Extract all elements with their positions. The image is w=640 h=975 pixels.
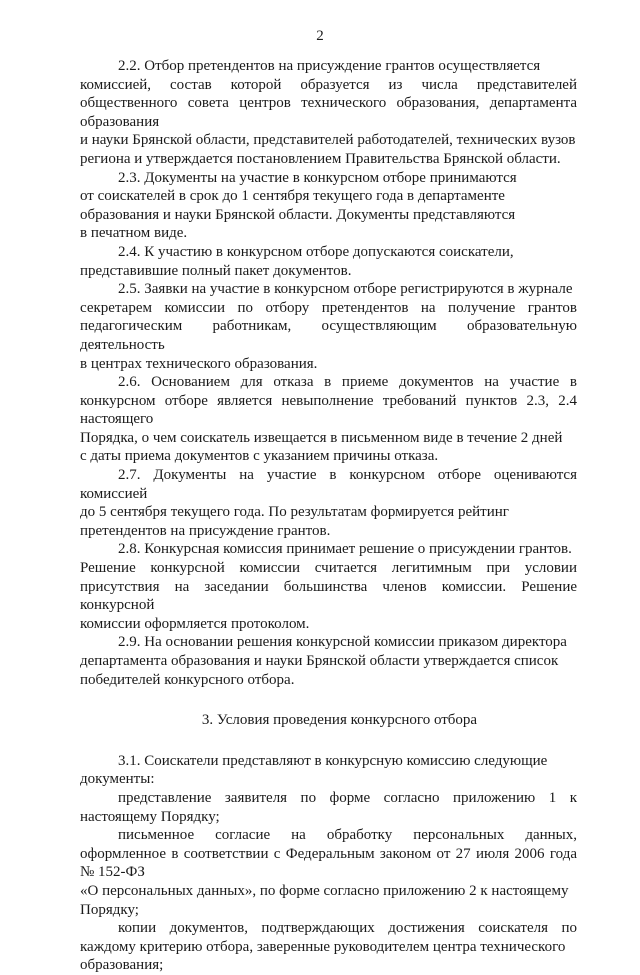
paragraph-2-8: 2.8. Конкурсная комиссия принимает решение о присуждении грантов. Решение конкурсной комиссии считается легитимным при условии присутствия на заседании большинства членов комиссии. Решение конкурсной комиссии оформляется протоколом. (80, 541, 577, 632)
list-item-representation: представление заявителя по форме согласно приложению 1 к настоящему Порядку; (80, 789, 577, 825)
paragraph-2-4: 2.4. К участию в конкурсном отборе допускаются соискатели, представившие полный пакет документов. (80, 243, 514, 279)
list-item-consent: письменное согласие на обработку персональных данных, оформленное в соответствии с Федеральным законом от 27 июля 2006 года № 152-ФЗ «О персональных данных», по форме согласно приложению 2 к настоящему Порядку; (80, 827, 577, 918)
list-item-copies: копии документов, подтверждающих достижения соискателя по каждому критерию отбора, заверенные руководителем центра технического образования; (80, 920, 577, 974)
paragraph-3-1: 3.1. Соискатели представляют в конкурсную комиссию следующие документы: (80, 752, 548, 788)
paragraph-2-9: 2.9. На основании решения конкурсной комиссии приказом директора департамента образования и науки Брянской области утверждается список победителей конкурсного отбора. (80, 634, 567, 688)
paragraph-2-7: 2.7. Документы на участие в конкурсном отборе оцениваются комиссией до 5 сентября текущего года. По результатам формируется рейтинг претендентов на присуждение грантов. (80, 467, 577, 539)
paragraph-2-6: 2.6. Основанием для отказа в приеме документов на участие в конкурсном отборе является невыполнение требований пунктов 2.3, 2.4 настоящего Порядка, о чем соискатель извещается в письменном виде в течение 2 дней с даты приема документов с указанием причины отказа. (80, 374, 577, 465)
section-heading: 3. Условия проведения конкурсного отбора (201, 712, 478, 729)
page-number: 2 (316, 28, 324, 44)
document-body (80, 57, 577, 975)
paragraph-2-2: 2.2. Отбор претендентов на присуждение грантов осуществляется комиссией, состав которой образуется из числа представителей общественного совета центров технического образования, департамента образования и науки Брянской области, представителей работодателей, технических вузов региона и утверждается постановлением Правительства Брянской области. (80, 58, 577, 167)
paragraph-2-3: 2.3. Документы на участие в конкурсном отборе принимаются от соискателей в срок до 1 сентября текущего года в департаменте образования и науки Брянской области. Документы представляются в печатном виде. (80, 169, 517, 242)
paragraph-2-5: 2.5. Заявки на участие в конкурсном отборе регистрируются в журнале секретарем комиссии по отбору претендентов на получение грантов педагогическим работникам, осуществляющим образовательную деятельность в центрах технического образования. (80, 281, 577, 372)
